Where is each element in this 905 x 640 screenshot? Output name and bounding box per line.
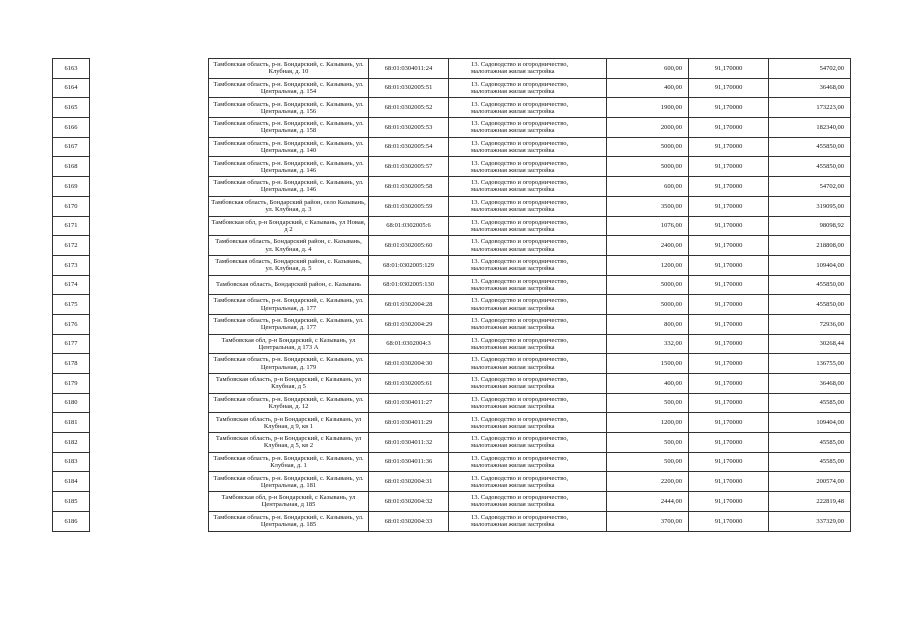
address-cell: Тамбовская область, р-н. Бондарский, с. Казывань, ул. Центральная, д. 181	[209, 472, 369, 492]
rate-cell: 91,170000	[689, 472, 769, 492]
row-number-cell: 6182	[53, 433, 90, 453]
rate-cell: 91,170000	[689, 492, 769, 512]
row-number-row	[53, 98, 90, 118]
cadastral-number-cell: 68:01:0304011:36	[369, 452, 449, 472]
row-number-cell: 6165	[53, 98, 90, 118]
row-number-cell: 6167	[53, 137, 90, 157]
area-cell: 1200,00	[607, 413, 689, 433]
address-cell: Тамбовская область, р-н Бондарский, с Казывань, ул Клубная, д 9, кв 1	[209, 413, 369, 433]
row-number-row	[53, 472, 90, 492]
land-plots-table	[208, 58, 851, 532]
area-cell: 500,00	[607, 393, 689, 413]
address-cell: Тамбовская область, р-н. Бондарский, с. Казывань, ул. Клубная, д. 12	[209, 393, 369, 413]
area-cell: 3500,00	[607, 196, 689, 216]
area-cell: 1900,00	[607, 98, 689, 118]
area-cell: 332,00	[607, 334, 689, 354]
cadastral-value-cell: 182340,00	[769, 118, 851, 138]
rate-cell: 91,170000	[689, 511, 769, 531]
table-row	[209, 275, 851, 295]
area-cell: 3700,00	[607, 511, 689, 531]
row-number-row	[53, 334, 90, 354]
table-row	[209, 452, 851, 472]
area-cell: 500,00	[607, 433, 689, 453]
rate-cell: 91,170000	[689, 433, 769, 453]
address-cell: Тамбовская область, Бондарский район, село Казывань, ул. Клубная, д. 3	[209, 196, 369, 216]
row-number-column	[52, 58, 90, 532]
cadastral-number-cell: 68:01:0302005:51	[369, 78, 449, 98]
area-cell: 2444,00	[607, 492, 689, 512]
area-cell: 800,00	[607, 314, 689, 334]
cadastral-value-cell: 54702,00	[769, 177, 851, 197]
rate-cell: 91,170000	[689, 314, 769, 334]
address-cell: Тамбовская обл, р-н Бондарский, с Казывань, ул Новая, д 2	[209, 216, 369, 236]
rate-cell: 91,170000	[689, 59, 769, 79]
cadastral-value-cell: 337329,00	[769, 511, 851, 531]
row-number-cell: 6168	[53, 157, 90, 177]
table-row	[209, 236, 851, 256]
land-use-cell: 13. Садоводство и огородничество, малоэтажная жилая застройка	[449, 511, 607, 531]
land-use-cell: 13. Садоводство и огородничество, малоэтажная жилая застройка	[449, 98, 607, 118]
row-number-cell: 6180	[53, 393, 90, 413]
cadastral-value-cell: 200574,00	[769, 472, 851, 492]
cadastral-number-cell: 68:01:0302005:53	[369, 118, 449, 138]
cadastral-number-cell: 68:01:0302005:129	[369, 255, 449, 275]
land-use-cell: 13. Садоводство и огородничество, малоэтажная жилая застройка	[449, 78, 607, 98]
row-number-row	[53, 59, 90, 79]
rate-cell: 91,170000	[689, 98, 769, 118]
address-cell: Тамбовская область, р-н. Бондарский, с. Казывань, ул. Центральная, д. 146	[209, 157, 369, 177]
cadastral-value-cell: 455850,00	[769, 157, 851, 177]
cadastral-number-cell: 68:01:0302004:33	[369, 511, 449, 531]
address-cell: Тамбовская обл, р-н Бондарский, с Казывань, ул Центральная, д 185	[209, 492, 369, 512]
land-use-cell: 13. Садоводство и огородничество, малоэтажная жилая застройка	[449, 472, 607, 492]
row-number-cell: 6185	[53, 492, 90, 512]
address-cell: Тамбовская область, р-н. Бондарский, с. Казывань, ул. Центральная, д. 177	[209, 295, 369, 315]
rate-cell: 91,170000	[689, 157, 769, 177]
row-number-row	[53, 295, 90, 315]
table-row	[209, 374, 851, 394]
address-cell: Тамбовская область, р-н. Бондарский, с. Казывань, ул. Центральная, д. 146	[209, 177, 369, 197]
cadastral-value-cell: 218808,00	[769, 236, 851, 256]
area-cell: 2000,00	[607, 118, 689, 138]
rate-cell: 91,170000	[689, 255, 769, 275]
table-row	[209, 59, 851, 79]
area-cell: 500,00	[607, 452, 689, 472]
land-plots-body	[209, 59, 851, 532]
table-row	[209, 334, 851, 354]
address-cell: Тамбовская область, р-н. Бондарский, с. Казывань, ул. Центральная, д. 179	[209, 354, 369, 374]
row-number-row	[53, 216, 90, 236]
area-cell: 400,00	[607, 374, 689, 394]
row-number-row	[53, 374, 90, 394]
cadastral-value-cell: 109404,00	[769, 413, 851, 433]
cadastral-number-cell: 68:01:0302005:52	[369, 98, 449, 118]
cadastral-number-cell: 68:01:0304011:29	[369, 413, 449, 433]
table-row	[209, 295, 851, 315]
cadastral-value-cell: 72936,00	[769, 314, 851, 334]
row-number-cell: 6173	[53, 255, 90, 275]
area-cell: 5000,00	[607, 295, 689, 315]
area-cell: 2200,00	[607, 472, 689, 492]
rate-cell: 91,170000	[689, 413, 769, 433]
table-row	[209, 157, 851, 177]
cadastral-number-cell: 68:01:0302005:57	[369, 157, 449, 177]
row-number-row	[53, 452, 90, 472]
cadastral-value-cell: 136755,00	[769, 354, 851, 374]
land-use-cell: 13. Садоводство и огородничество, малоэтажная жилая застройка	[449, 137, 607, 157]
rate-cell: 91,170000	[689, 275, 769, 295]
row-number-row	[53, 137, 90, 157]
area-cell: 2400,00	[607, 236, 689, 256]
row-number-cell: 6178	[53, 354, 90, 374]
land-use-cell: 13. Садоводство и огородничество, малоэтажная жилая застройка	[449, 177, 607, 197]
rate-cell: 91,170000	[689, 216, 769, 236]
cadastral-value-cell: 36468,00	[769, 78, 851, 98]
cadastral-value-cell: 36468,00	[769, 374, 851, 394]
land-use-cell: 13. Садоводство и огородничество, малоэтажная жилая застройка	[449, 413, 607, 433]
table-row	[209, 354, 851, 374]
row-number-row	[53, 236, 90, 256]
row-number-cell: 6171	[53, 216, 90, 236]
rate-cell: 91,170000	[689, 354, 769, 374]
cadastral-number-cell: 68:01:0302004:28	[369, 295, 449, 315]
land-use-cell: 13. Садоводство и огородничество, малоэтажная жилая застройка	[449, 295, 607, 315]
area-cell: 5000,00	[607, 137, 689, 157]
table-row	[209, 472, 851, 492]
table-row	[209, 216, 851, 236]
row-number-cell: 6176	[53, 314, 90, 334]
cadastral-value-cell: 222819,48	[769, 492, 851, 512]
land-use-cell: 13. Садоводство и огородничество, малоэтажная жилая застройка	[449, 334, 607, 354]
table-row	[209, 433, 851, 453]
row-number-row	[53, 433, 90, 453]
address-cell: Тамбовская область, р-н Бондарский, с Казывань, ул Клубная, д 5, кв 2	[209, 433, 369, 453]
table-row	[209, 196, 851, 216]
cadastral-number-cell: 68:01:0302004:32	[369, 492, 449, 512]
row-number-row	[53, 393, 90, 413]
address-cell: Тамбовская область, Бондарский район, с. Казывань, ул. Клубная, д. 4	[209, 236, 369, 256]
land-use-cell: 13. Садоводство и огородничество, малоэтажная жилая застройка	[449, 236, 607, 256]
address-cell: Тамбовская область, р-н Бондарский, с Казывань, ул Клубная, д 5	[209, 374, 369, 394]
land-use-cell: 13. Садоводство и огородничество, малоэтажная жилая застройка	[449, 59, 607, 79]
address-cell: Тамбовская область, Бондарский район, с. Казывань	[209, 275, 369, 295]
rate-cell: 91,170000	[689, 236, 769, 256]
address-cell: Тамбовская область, р-н. Бондарский, с. Казывань, ул. Центральная, д. 158	[209, 118, 369, 138]
cadastral-number-cell: 68:01:0302005:130	[369, 275, 449, 295]
table-row	[209, 511, 851, 531]
row-number-cell: 6183	[53, 452, 90, 472]
cadastral-number-cell: 68:01:0304011:32	[369, 433, 449, 453]
land-use-cell: 13. Садоводство и огородничество, малоэтажная жилая застройка	[449, 354, 607, 374]
address-cell: Тамбовская область, р-н. Бондарский, с. Казывань, ул. Центральная, д. 154	[209, 78, 369, 98]
row-number-row	[53, 492, 90, 512]
cadastral-number-cell: 68:01:0302005:58	[369, 177, 449, 197]
land-use-cell: 13. Садоводство и огородничество, малоэтажная жилая застройка	[449, 433, 607, 453]
address-cell: Тамбовская область, р-н. Бондарский, с. Казывань, ул. Центральная, д. 156	[209, 98, 369, 118]
table-row	[209, 314, 851, 334]
land-use-cell: 13. Садоводство и огородничество, малоэтажная жилая застройка	[449, 196, 607, 216]
area-cell: 600,00	[607, 59, 689, 79]
cadastral-number-cell: 68:01:0302004:30	[369, 354, 449, 374]
row-number-body	[53, 59, 90, 532]
rate-cell: 91,170000	[689, 393, 769, 413]
row-number-row	[53, 118, 90, 138]
row-number-row	[53, 354, 90, 374]
address-cell: Тамбовская область, р-н. Бондарский, с. Казывань, ул. Центральная, д. 185	[209, 511, 369, 531]
cadastral-number-cell: 68:01:0304011:27	[369, 393, 449, 413]
land-use-cell: 13. Садоводство и огородничество, малоэтажная жилая застройка	[449, 314, 607, 334]
address-cell: Тамбовская область, р-н. Бондарский, с. Казывань, ул. Центральная, д. 140	[209, 137, 369, 157]
cadastral-value-cell: 45585,00	[769, 393, 851, 413]
area-cell: 1500,00	[607, 354, 689, 374]
row-number-cell: 6166	[53, 118, 90, 138]
row-number-cell: 6181	[53, 413, 90, 433]
row-number-row	[53, 177, 90, 197]
address-cell: Тамбовская область, р-н. Бондарский, с. Казывань, ул. Клубная, д. 1	[209, 452, 369, 472]
row-number-row	[53, 157, 90, 177]
cadastral-number-cell: 68:01:0304011:24	[369, 59, 449, 79]
row-number-cell: 6172	[53, 236, 90, 256]
row-number-row	[53, 511, 90, 531]
cadastral-number-cell: 68:01:0302004:31	[369, 472, 449, 492]
rate-cell: 91,170000	[689, 196, 769, 216]
table-row	[209, 492, 851, 512]
address-cell: Тамбовская область, Бондарский район, с. Казывань, ул. Клубная, д. 5	[209, 255, 369, 275]
cadastral-value-cell: 45585,00	[769, 452, 851, 472]
cadastral-number-cell: 68:01:0302004:29	[369, 314, 449, 334]
row-number-cell: 6179	[53, 374, 90, 394]
cadastral-value-cell: 319095,00	[769, 196, 851, 216]
area-cell: 1200,00	[607, 255, 689, 275]
address-cell: Тамбовская область, р-н. Бондарский, с. Казывань, ул. Центральная, д. 177	[209, 314, 369, 334]
row-number-row	[53, 255, 90, 275]
cadastral-value-cell: 30268,44	[769, 334, 851, 354]
land-use-cell: 13. Садоводство и огородничество, малоэтажная жилая застройка	[449, 216, 607, 236]
cadastral-number-cell: 68:01:0302004:3	[369, 334, 449, 354]
cadastral-value-cell: 54702,00	[769, 59, 851, 79]
row-number-cell: 6163	[53, 59, 90, 79]
cadastral-number-cell: 68:01:0302005:61	[369, 374, 449, 394]
area-cell: 400,00	[607, 78, 689, 98]
land-use-cell: 13. Садоводство и огородничество, малоэтажная жилая застройка	[449, 157, 607, 177]
land-use-cell: 13. Садоводство и огородничество, малоэтажная жилая застройка	[449, 255, 607, 275]
table-row	[209, 118, 851, 138]
land-use-cell: 13. Садоводство и огородничество, малоэтажная жилая застройка	[449, 275, 607, 295]
table-row	[209, 255, 851, 275]
row-number-cell: 6177	[53, 334, 90, 354]
cadastral-value-cell: 45585,00	[769, 433, 851, 453]
cadastral-value-cell: 109404,00	[769, 255, 851, 275]
land-use-cell: 13. Садоводство и огородничество, малоэтажная жилая застройка	[449, 374, 607, 394]
rate-cell: 91,170000	[689, 334, 769, 354]
row-number-row	[53, 413, 90, 433]
cadastral-value-cell: 455850,00	[769, 295, 851, 315]
cadastral-number-cell: 68:01:0302005:54	[369, 137, 449, 157]
cadastral-value-cell: 98098,92	[769, 216, 851, 236]
area-cell: 1076,00	[607, 216, 689, 236]
row-number-cell: 6184	[53, 472, 90, 492]
row-number-row	[53, 78, 90, 98]
area-cell: 5000,00	[607, 275, 689, 295]
row-number-cell: 6169	[53, 177, 90, 197]
rate-cell: 91,170000	[689, 78, 769, 98]
address-cell: Тамбовская область, р-н. Бондарский, с. Казывань, ул. Клубная, д. 10	[209, 59, 369, 79]
land-use-cell: 13. Садоводство и огородничество, малоэтажная жилая застройка	[449, 393, 607, 413]
cadastral-number-cell: 68:01:0302005:59	[369, 196, 449, 216]
row-number-row	[53, 196, 90, 216]
rate-cell: 91,170000	[689, 177, 769, 197]
land-use-cell: 13. Садоводство и огородничество, малоэтажная жилая застройка	[449, 492, 607, 512]
rate-cell: 91,170000	[689, 118, 769, 138]
rate-cell: 91,170000	[689, 295, 769, 315]
row-number-row	[53, 314, 90, 334]
row-number-cell: 6170	[53, 196, 90, 216]
area-cell: 600,00	[607, 177, 689, 197]
cadastral-value-cell: 455850,00	[769, 275, 851, 295]
table-row	[209, 78, 851, 98]
table-row	[209, 137, 851, 157]
cadastral-number-cell: 68:01:0302005:6	[369, 216, 449, 236]
cadastral-value-cell: 455850,00	[769, 137, 851, 157]
area-cell: 5000,00	[607, 157, 689, 177]
rate-cell: 91,170000	[689, 137, 769, 157]
row-number-cell: 6186	[53, 511, 90, 531]
address-cell: Тамбовская обл, р-н Бондарский, с Казывань, ул Центральная, д 173 А	[209, 334, 369, 354]
table-row	[209, 177, 851, 197]
row-number-cell: 6164	[53, 78, 90, 98]
table-row	[209, 98, 851, 118]
table-row	[209, 393, 851, 413]
land-use-cell: 13. Садоводство и огородничество, малоэтажная жилая застройка	[449, 452, 607, 472]
land-use-cell: 13. Садоводство и огородничество, малоэтажная жилая застройка	[449, 118, 607, 138]
row-number-cell: 6175	[53, 295, 90, 315]
rate-cell: 91,170000	[689, 374, 769, 394]
row-number-cell: 6174	[53, 275, 90, 295]
table-row	[209, 413, 851, 433]
row-number-row	[53, 275, 90, 295]
cadastral-number-cell: 68:01:0302005:60	[369, 236, 449, 256]
cadastral-value-cell: 173223,00	[769, 98, 851, 118]
rate-cell: 91,170000	[689, 452, 769, 472]
